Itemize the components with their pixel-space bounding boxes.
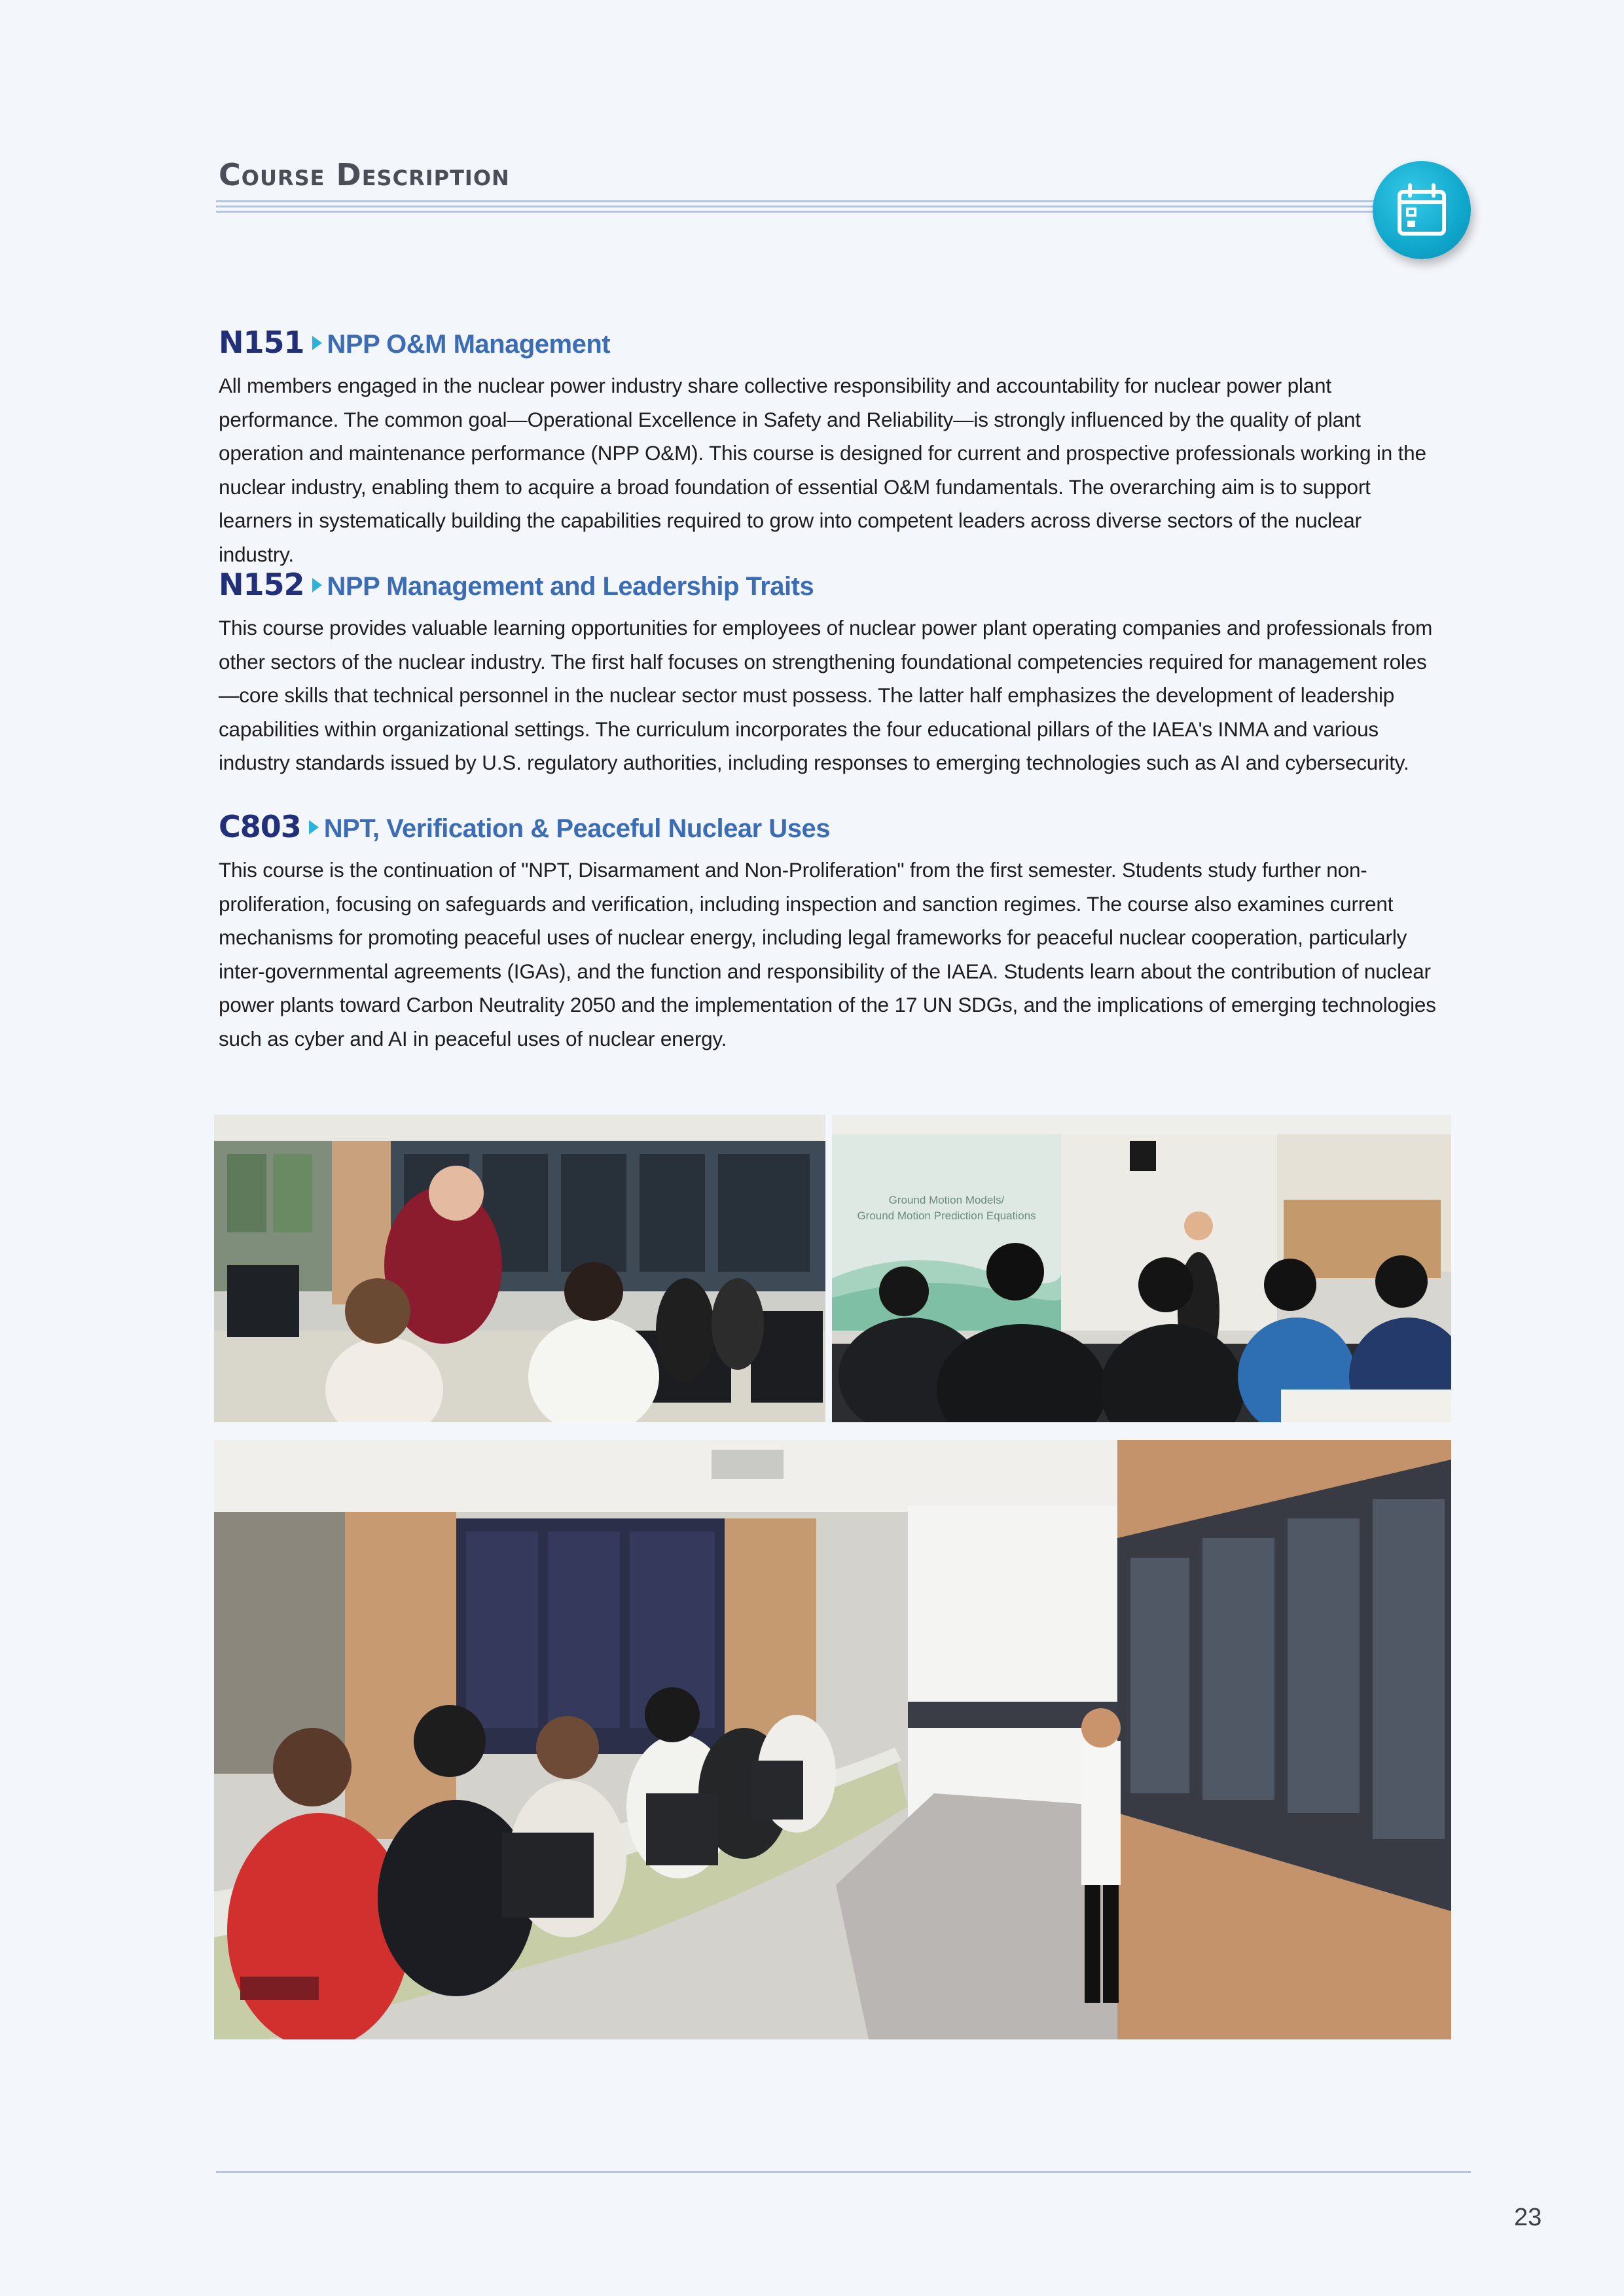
photo-control-room	[214, 1440, 1451, 2039]
course-heading	[219, 325, 1436, 363]
calendar-icon	[1396, 183, 1448, 238]
course-n151	[219, 325, 1436, 571]
course-code: N151	[219, 325, 304, 360]
course-description: This course provides valuable learning opportunities for employees of nuclear power plant operating companies and professionals from other sectors of the nuclear industry. The first half focuses on strengthening foundational competencies required for management roles—core skills that technical personnel in the nuclear sector must possess. The latter half emphasizes the development of leadership capabilities within organizational settings. The curriculum incorporates the four educational pillars of the IAEA's INMA and various industry standards issued by U.S. regulatory authorities, including responses to emerging technologies such as AI and cybersecurity.	[219, 616, 1433, 774]
course-c803	[219, 809, 1436, 1056]
course-description: All members engaged in the nuclear power industry share collective responsibility and accountability for nuclear power plant performance. The common goal—Operational Excellence in Safety and Reliability—is strongly influenced by the quality of plant operation and maintenance performance (NPP O&M). This course is designed for current and prospective professionals working in the nuclear industry, enabling them to acquire a broad foundation of essential O&M fundamentals. The overarching aim is to support learners in systematically building the capabilities required to grow into competent leaders across diverse sectors of the nuclear industry.	[219, 374, 1426, 566]
course-description: This course is the continuation of "NPT, Disarmament and Non-Proliferation" from the first semester. Students study further non-proliferation, focusing on safeguards and verification, including inspection and sanction regimes. The course also examines current mechanisms for promoting peaceful uses of nuclear energy, including legal frameworks for peaceful nuclear cooperation, particularly inter-governmental agreements (IGAs), and the function and responsibility of the IAEA. Students learn about the contribution of nuclear power plants toward Carbon Neutrality 2050 and the implementation of the 17 UN SDGs, and the implications of emerging technologies such as cyber and AI in peaceful uses of nuclear energy.	[219, 858, 1436, 1050]
course-heading	[219, 567, 1436, 605]
section-title: Course Description	[219, 157, 510, 192]
calendar-icon-badge	[1373, 161, 1471, 259]
course-title: NPP O&M Management	[327, 330, 611, 359]
screen-text-line1: Ground Motion Models/	[888, 1194, 1005, 1206]
arrow-icon	[309, 820, 319, 834]
screen-text-line2: Ground Motion Prediction Equations	[857, 1210, 1036, 1222]
header-rule	[216, 200, 1388, 216]
course-title: NPT, Verification & Peaceful Nuclear Uses	[323, 814, 830, 843]
course-title: NPP Management and Leadership Traits	[327, 572, 814, 601]
course-heading	[219, 809, 1436, 847]
arrow-icon	[312, 336, 322, 350]
page-number: 23	[1514, 2204, 1542, 2231]
photo-lecture	[832, 1115, 1451, 1422]
arrow-icon	[312, 578, 322, 592]
course-code: N152	[219, 567, 304, 602]
footer-rule	[216, 2171, 1471, 2173]
course-code: C803	[219, 809, 301, 844]
photo-computer-lab	[214, 1115, 825, 1422]
course-n152	[219, 567, 1436, 780]
